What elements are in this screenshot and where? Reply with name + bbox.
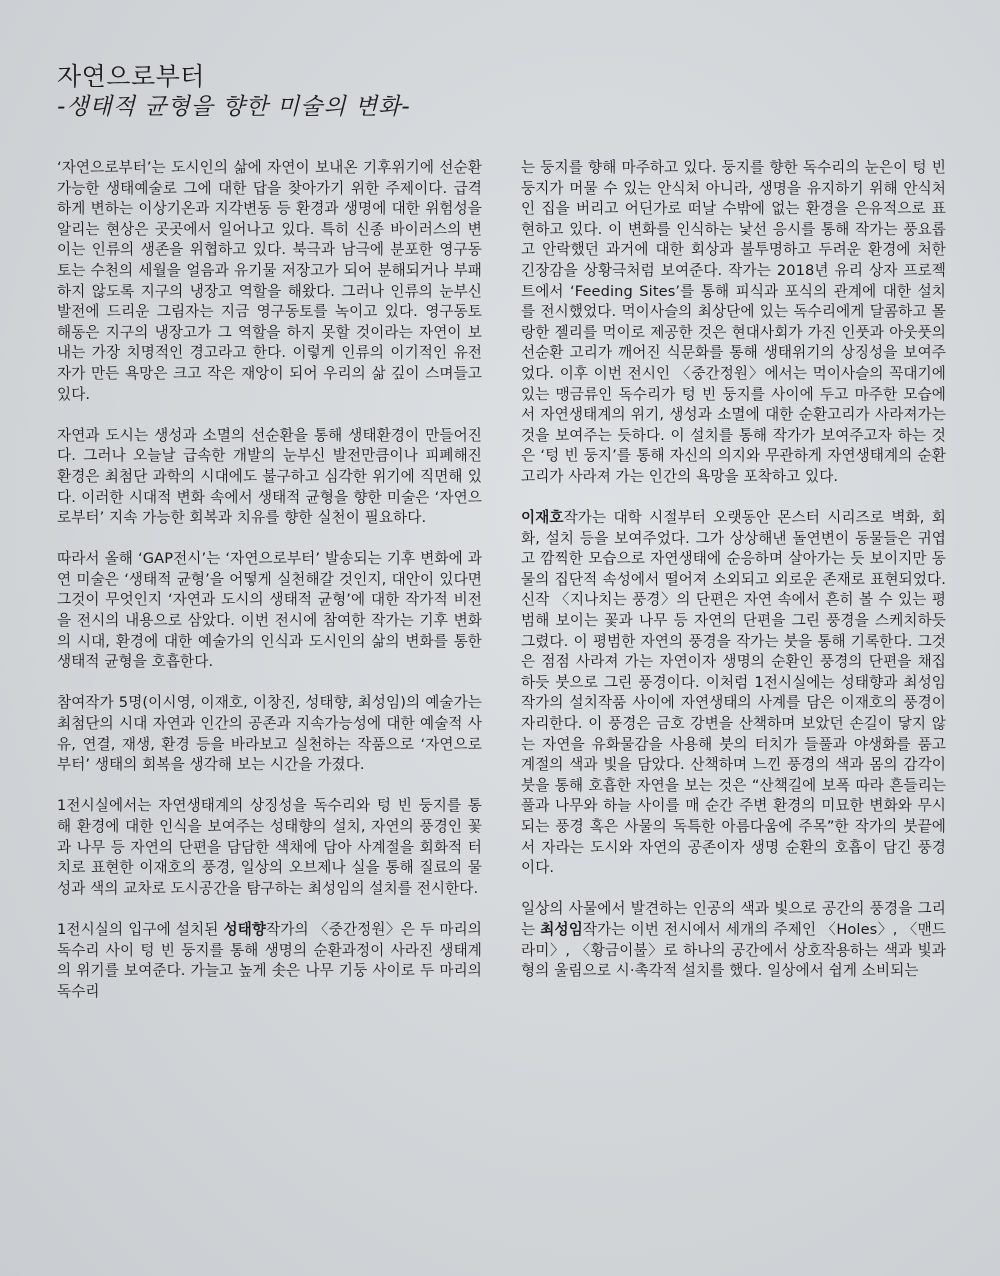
paragraph-text: 작가는 대학 시절부터 오랫동안 몬스터 시리즈로 벽화, 회화, 설치 등을 보여주었다. 그가 상상해낸 돌연변이 동물들은 귀엽고 깜찍한 모습으로 자연생태에 순응하며 살아가는 듯 보이지만 동물의 집단적 속성에서 떨어져 소외되고 외로운 존재로 표현되었다. 신작 〈지나치는 풍경〉의 단편은 자연 속에서 흔히 볼 수 있는 평범해 보이는 꽃과 나무 등 자연의 단편을 그린 풍경을 스케치하듯 그렸다. 이 평범한 자연의 풍경을 작가는 붓을 통해 기록한다. 그것은 점점 사라져 가는 자연이자 생명의 순환인 풍경의 단편을 채집하듯 붓으로 그린 풍경이다. 이처럼 1전시실에는 성태향과 최성임 작가의 설치작품 사이에 자연생태의 사계를 담은 이재호의 풍경이 자리한다. 이 풍경은 금호 강변을 산책하며 보았던 손길이 닿지 않는 자연을 유화물감을 사용해 붓의 터치가 들풀과 야생화를 품고 계절의 색과 빛을 담았다. 산책하며 느낀 풍경의 색과 몸의 감각이 붓을 통해 호흡한 자연을 보는 것은 “산책길에 보폭 따라 흔들리는 풀과 나무와 하늘 사이를 매 순간 주변 환경의 미묘한 변화와 무시되는 풍경 혹은 사물의 독특한 아름다움에 주목”한 작가의 붓끝에서 자라는 도시와 자연의 공존이자 생명 순환의 호흡이 담긴 풍경이다.: [521, 509, 946, 877]
paragraph-text: 작가는 이번 전시에서 세개의 주제인 〈Holes〉, 〈맨드라미〉, 〈황금이불〉로 하나의 공간에서 상호작용하는 색과 빛과 형의 울림으로 시·촉각적 설치를 했다. 일상에서 쉽게 소비되는: [521, 920, 947, 980]
paragraph-text: 1전시실의 입구에 설치된: [57, 920, 224, 938]
paragraph-artists: 참여작가 5명(이시영, 이재호, 이창진, 성태향, 최성임)의 예술가는 최첨단의 시대 자연과 인간의 공존과 지속가능성에 대한 예술적 사유, 연결, 재생, 환경 등을 바라보고 실천하는 작품으로 ‘자연으로부터’ 생태의 회복을 생각해 보는 시간을 가졌다.: [57, 694, 482, 774]
page-title: 자연으로부터: [57, 62, 205, 91]
paragraph-text: 일상의 사물에서 발견하는 인공의 색과 빛으로 공간의 풍경을 그리는: [521, 900, 946, 938]
left-column: [57, 158, 482, 1023]
paragraph-sung-taehyang-cont: 는 둥지를 향해 마주하고 있다. 둥지를 향한 독수리의 눈은이 텅 빈 둥지가 머물 수 있는 안식처 아니라, 생명을 유지하기 위해 안식처인 집을 버리고 어딘가로 떠날 수밖에 없는 환경을 은유적으로 표현하고 있다. 이 변화를 인식하는 낯선 응시를 통해 작가는 풍요롭고 안락했던 과거에 대한 회상과 불투명하고 두려운 환경에 처한 긴장감을 상황극처럼 보여준다. 작가는 2018년 유리 상자 프로젝트에서 ‘Feeding Sites’를 통해 피식과 포식의 관계에 대한 설치를 전시했었다. 먹이사슬의 최상단에 있는 독수리에게 달콤하고 몰랑한 젤리를 먹이로 제공한 것은 현대사회가 가진 인풋과 아웃풋의 선순환 고리가 깨어진 식문화를 통해 생태위기의 상징성을 보여주었다. 이후 이번 전시인 〈중간정원〉에서는 먹이사슬의 꼭대기에 있는 맹금류인 독수리가 텅 빈 둥지를 사이에 두고 마주한 모습에서 자연생태계의 위기, 생성과 소멸에 대한 순환고리가 사라져가는 것을 보여주는 듯하다. 이 설치를 통해 작가가 보여주고자 하는 것은 ‘텅 빈 둥지’를 통해 자신의 의지와 무관하게 자연생태계의 순환고리가 사라져 가는 인간의 욕망을 포착하고 있다.: [521, 159, 946, 485]
paragraph-lee-jaeho: [521, 508, 946, 879]
artist-name: 최성임: [540, 920, 583, 938]
right-column: [521, 158, 946, 1002]
artist-name: 이재호: [521, 509, 564, 527]
paragraph-sung-taehyang: [57, 920, 482, 1002]
paragraph-gap-exhibition: 따라서 올해 ‘GAP전시’는 ‘자연으로부터’ 발송되는 기후 변화에 과연 미술은 ‘생태적 균형’을 어떻게 실천해갈 것인지, 대안이 있다면 그것이 무엇인지 ‘자연과 도시의 생태적 균형’에 대한 작가적 비전을 전시의 내용으로 삼았다. 이번 전시에 참여한 작가는 기후 변화의 시대, 환경에 대한 예술가의 인식과 도시인의 삶의 변화를 통한 생태적 균형을 호흡한다.: [57, 550, 482, 671]
paragraph-nature-city: 자연과 도시는 생성과 소멸의 선순환을 통해 생태환경이 만들어진다. 그러나 오늘날 급속한 개발의 눈부신 발전만큼이나 피폐해진 환경은 최첨단 과학의 시대에도 불구하고 심각한 위기에 직면해 있다. 이러한 시대적 변화 속에서 생태적 균형을 향한 미술은 ‘자연으로부터’ 지속 가능한 회복과 치유를 향한 실천이 필요하다.: [57, 426, 482, 527]
paragraph-text: 작가의 〈중간정원〉은 두 마리의 독수리 사이 텅 빈 둥지를 통해 생명의 순환과정이 사라진 생태계의 위기를 보여준다. 가늘고 높게 솟은 나무 기둥 사이로 두 마리의 독수리: [57, 920, 482, 1000]
paragraph-intro: ‘자연으로부터’는 도시인의 삶에 자연이 보내온 기후위기에 선순환 가능한 생태예술로 그에 대한 답을 찾아가기 위한 주제이다. 급격하게 변하는 이상기온과 지각변동 등 환경과 생명에 대한 위험성을 알리는 현상은 곳곳에서 일어나고 있다. 특히 신종 바이러스의 변이는 인류의 생존을 위협하고 있다. 북극과 남극에 분포한 영구동토는 수천의 세월을 얼음과 유기물 저장고가 되어 분해되거나 부패하지 않도록 지구의 냉장고 역할을 해왔다. 그러나 인류의 눈부신 발전에 드리운 그림자는 지금 영구동토를 녹이고 있다. 영구동토 해동은 지구의 냉장고가 그 역할을 하지 못할 것이라는 자연이 보내는 가장 치명적인 경고라고 한다. 이렇게 인류의 이기적인 유전자가 만든 욕망은 크고 작은 재앙이 되어 우리의 삶 깊이 스며들고 있다.: [57, 159, 482, 403]
title-block: [57, 62, 411, 122]
artist-name: 성태향: [223, 920, 267, 938]
page-subtitle: -생태적 균형을 향한 미술의 변화-: [57, 94, 411, 120]
paragraph-gallery-1: 1전시실에서는 자연생태계의 상징성을 독수리와 텅 빈 둥지를 통해 환경에 대한 인식을 보여주는 성태향의 설치, 자연의 풍경인 꽃과 나무 등 자연의 단편을 담담한 색채에 담아 사계절을 회화적 터치로 표현한 이재호의 풍경, 일상의 오브제나 실을 통해 질료의 물성과 색의 교차로 도시공간을 탐구하는 최성임의 설치를 전시한다.: [57, 797, 482, 897]
paragraph-choi-sungim: [521, 899, 946, 981]
